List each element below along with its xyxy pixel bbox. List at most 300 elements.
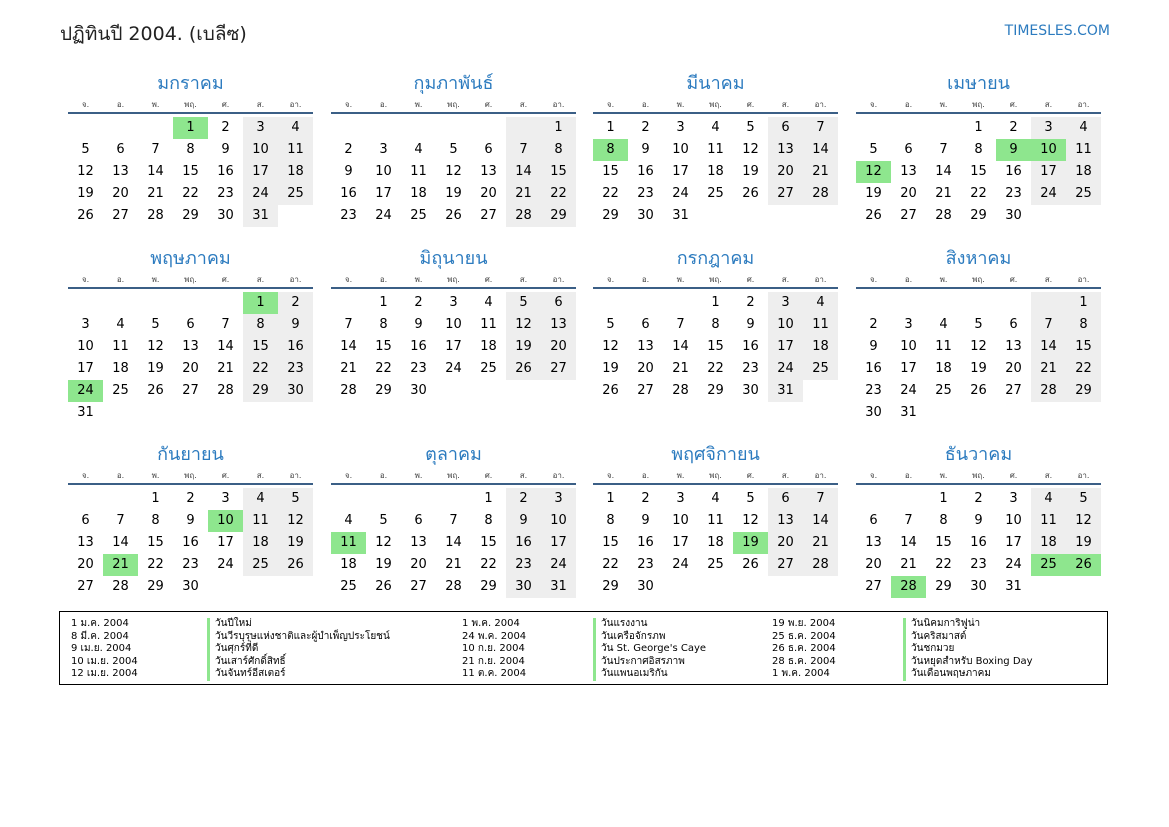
- empty-cell: [208, 292, 243, 314]
- day-cell: 13: [541, 314, 576, 336]
- day-grid: [856, 292, 1101, 424]
- day-cell: 14: [803, 510, 838, 532]
- day-cell: 20: [900, 186, 917, 201]
- day-cell: 20: [768, 532, 803, 554]
- empty-cell: [68, 292, 103, 314]
- day-grid: [593, 488, 838, 598]
- holiday-day: 1: [173, 117, 208, 139]
- day-cell: 21: [803, 532, 838, 554]
- month-calendar: [856, 246, 1101, 424]
- day-cell: 1: [1066, 292, 1101, 314]
- empty-cell: [996, 402, 1031, 424]
- holiday-date: 1 ม.ค. 2004: [71, 618, 129, 629]
- page-title: ปฏิทินปี 2004. (เบลีซ): [60, 23, 247, 45]
- empty-cell: [506, 117, 541, 139]
- empty-cell: [1031, 576, 1066, 598]
- empty-cell: [663, 576, 698, 598]
- month-calendar: [68, 71, 313, 227]
- weekday-label: อ.: [116, 274, 125, 284]
- weekday-label: อา.: [552, 274, 565, 284]
- holiday-name: วันแพนอเมริกัน: [593, 668, 706, 681]
- day-cell: 7: [344, 317, 353, 332]
- weekday-label: จ.: [344, 274, 353, 284]
- empty-cell: [138, 402, 173, 424]
- day-cell: 5: [81, 142, 90, 157]
- weekday-label: พ.: [151, 99, 160, 109]
- weekday-label: อา.: [814, 470, 827, 480]
- day-cell: 15: [935, 535, 952, 550]
- empty-cell: [996, 292, 1031, 314]
- day-cell: 28: [340, 383, 357, 398]
- day-cell: 29: [182, 208, 199, 223]
- month-calendar: [593, 71, 838, 227]
- day-cell: 18: [935, 361, 952, 376]
- empty-cell: [891, 488, 926, 510]
- day-cell: 29: [541, 205, 576, 227]
- day-cell: 21: [217, 361, 234, 376]
- weekday-label: อา.: [1077, 274, 1090, 284]
- day-cell: 10: [672, 513, 689, 528]
- day-cell: 1: [606, 491, 615, 506]
- day-cell: 27: [637, 383, 654, 398]
- weekday-label: จ.: [81, 274, 90, 284]
- empty-cell: [103, 488, 138, 510]
- holiday-date: 11 ต.ค. 2004: [462, 668, 527, 680]
- day-cell: 2: [641, 491, 650, 506]
- day-cell: 6: [186, 317, 195, 332]
- day-cell: 16: [278, 336, 313, 358]
- day-cell: 7: [676, 317, 685, 332]
- day-cell: 23: [340, 208, 357, 223]
- day-cell: 26: [742, 186, 759, 201]
- holiday-name: วันจันทร์อีสเตอร์: [207, 668, 390, 681]
- day-cell: 5: [1066, 488, 1101, 510]
- holiday-name: วันแรงงาน: [593, 618, 706, 631]
- day-cell: 22: [935, 557, 952, 572]
- empty-cell: [243, 576, 278, 598]
- day-cell: 16: [637, 164, 654, 179]
- day-cell: 13: [112, 164, 129, 179]
- empty-cell: [208, 402, 243, 424]
- holiday-date: 9 เม.ย. 2004: [71, 643, 132, 655]
- day-cell: 3: [379, 142, 388, 157]
- empty-cell: [138, 117, 173, 139]
- month-calendar: [593, 246, 838, 402]
- day-cell: 4: [1031, 488, 1066, 510]
- weekday-label: อ.: [641, 470, 650, 480]
- month-name: กันยายน: [157, 444, 224, 465]
- day-cell: 23: [217, 186, 234, 201]
- empty-cell: [68, 117, 103, 139]
- holiday-names-column: [903, 618, 1033, 681]
- day-cell: 2: [221, 120, 230, 135]
- day-cell: 23: [1005, 186, 1022, 201]
- day-cell: 25: [935, 383, 952, 398]
- weekday-label: อ.: [116, 99, 125, 109]
- holiday-name: วันหยุดสำหรับ Boxing Day: [903, 656, 1033, 669]
- day-cell: 5: [746, 120, 755, 135]
- day-cell: 30: [742, 383, 759, 398]
- empty-cell: [698, 205, 733, 227]
- weekday-label: ศ.: [221, 470, 230, 480]
- day-cell: 6: [81, 513, 90, 528]
- day-cell: 21: [506, 183, 541, 205]
- day-cell: 6: [414, 513, 423, 528]
- day-cell: 3: [768, 292, 803, 314]
- weekday-label: พฤ.: [972, 274, 985, 284]
- weekday-label: จ.: [869, 470, 878, 480]
- day-cell: 28: [445, 579, 462, 594]
- holiday-list: [59, 611, 1108, 685]
- day-cell: 25: [480, 361, 497, 376]
- weekday-label: พฤ.: [447, 470, 460, 480]
- day-cell: 11: [707, 142, 724, 157]
- weekday-label: จ.: [606, 274, 615, 284]
- weekday-label: ศ.: [484, 99, 493, 109]
- day-cell: 22: [970, 186, 987, 201]
- empty-cell: [278, 402, 313, 424]
- month-calendar: [856, 71, 1101, 227]
- day-cell: 15: [707, 339, 724, 354]
- day-cell: 10: [243, 139, 278, 161]
- weekday-label: อ.: [904, 470, 913, 480]
- day-cell: 17: [217, 535, 234, 550]
- day-cell: 18: [278, 161, 313, 183]
- day-cell: 30: [970, 579, 987, 594]
- day-cell: 1: [541, 117, 576, 139]
- month-name: พฤศจิกายน: [671, 444, 760, 465]
- day-cell: 4: [939, 317, 948, 332]
- day-cell: 25: [112, 383, 129, 398]
- day-cell: 28: [147, 208, 164, 223]
- weekday-label: ศ.: [1009, 99, 1018, 109]
- weekday-label: พ.: [414, 470, 423, 480]
- day-cell: 25: [410, 208, 427, 223]
- day-cell: 23: [637, 557, 654, 572]
- day-cell: 8: [151, 513, 160, 528]
- day-cell: 29: [602, 579, 619, 594]
- day-cell: 7: [803, 117, 838, 139]
- day-cell: 4: [243, 488, 278, 510]
- weekday-label: พฤ.: [184, 99, 197, 109]
- day-cell: 24: [900, 383, 917, 398]
- holiday-name: วันปีใหม่: [207, 618, 390, 631]
- weekday-label: ส.: [256, 470, 265, 480]
- day-cell: 21: [340, 361, 357, 376]
- empty-cell: [1031, 205, 1066, 227]
- day-cell: 29: [375, 383, 392, 398]
- day-cell: 9: [186, 513, 195, 528]
- empty-cell: [856, 292, 891, 314]
- day-cell: 9: [506, 510, 541, 532]
- day-cell: 10: [375, 164, 392, 179]
- holiday-dates-column: [772, 618, 836, 681]
- day-cell: 2: [344, 142, 353, 157]
- day-cell: 4: [278, 117, 313, 139]
- day-cell: 15: [602, 535, 619, 550]
- month-name: มกราคม: [157, 73, 224, 94]
- weekday-label: พ.: [414, 99, 423, 109]
- empty-cell: [856, 488, 891, 510]
- month-calendar: [331, 246, 576, 402]
- empty-cell: [1066, 205, 1101, 227]
- day-cell: 18: [410, 186, 427, 201]
- day-cell: 11: [803, 314, 838, 336]
- holiday-day: 19: [733, 532, 768, 554]
- day-cell: 23: [742, 361, 759, 376]
- day-cell: 8: [379, 317, 388, 332]
- day-cell: 27: [410, 579, 427, 594]
- day-cell: 10: [445, 317, 462, 332]
- weekday-header: [856, 272, 1101, 289]
- day-cell: 6: [768, 117, 803, 139]
- weekday-label: ส.: [781, 470, 790, 480]
- weekday-header: [331, 272, 576, 289]
- empty-cell: [208, 576, 243, 598]
- weekday-header: [593, 97, 838, 114]
- day-cell: 11: [278, 139, 313, 161]
- day-cell: 5: [278, 488, 313, 510]
- day-cell: 11: [243, 510, 278, 532]
- weekday-label: อ.: [379, 274, 388, 284]
- day-cell: 22: [147, 557, 164, 572]
- empty-cell: [68, 488, 103, 510]
- day-cell: 26: [506, 358, 541, 380]
- month-calendar: [593, 442, 838, 598]
- day-cell: 17: [900, 361, 917, 376]
- day-cell: 9: [974, 513, 983, 528]
- day-cell: 24: [541, 554, 576, 576]
- weekday-label: อา.: [1077, 99, 1090, 109]
- empty-cell: [103, 402, 138, 424]
- weekday-header: [856, 468, 1101, 485]
- day-cell: 24: [217, 557, 234, 572]
- day-cell: 13: [1005, 339, 1022, 354]
- weekday-label: พฤ.: [709, 274, 722, 284]
- day-cell: 13: [900, 164, 917, 179]
- day-cell: 8: [541, 139, 576, 161]
- day-cell: 11: [480, 317, 497, 332]
- day-cell: 11: [1031, 510, 1066, 532]
- day-cell: 10: [541, 510, 576, 532]
- weekday-label: จ.: [344, 99, 353, 109]
- day-cell: 15: [375, 339, 392, 354]
- day-cell: 14: [1031, 336, 1066, 358]
- month-calendar: [856, 442, 1101, 598]
- holiday-day: 1: [243, 292, 278, 314]
- day-cell: 4: [711, 120, 720, 135]
- day-cell: 19: [147, 361, 164, 376]
- day-cell: 20: [112, 186, 129, 201]
- day-cell: 5: [379, 513, 388, 528]
- day-cell: 6: [641, 317, 650, 332]
- weekday-label: พฤ.: [184, 274, 197, 284]
- weekday-header: [856, 97, 1101, 114]
- holiday-date: 1 พ.ค. 2004: [462, 618, 520, 629]
- day-cell: 17: [243, 161, 278, 183]
- weekday-label: ส.: [519, 99, 528, 109]
- day-grid: [856, 117, 1101, 227]
- weekday-label: พ.: [939, 99, 948, 109]
- empty-cell: [436, 380, 471, 402]
- empty-cell: [401, 488, 436, 510]
- day-cell: 9: [414, 317, 423, 332]
- day-cell: 7: [151, 142, 160, 157]
- day-cell: 8: [711, 317, 720, 332]
- holiday-name: วันเสาร์ศักดิ์สิทธิ์: [207, 656, 390, 669]
- day-cell: 7: [116, 513, 125, 528]
- empty-cell: [138, 292, 173, 314]
- day-cell: 7: [939, 142, 948, 157]
- day-cell: 20: [865, 557, 882, 572]
- day-cell: 12: [506, 314, 541, 336]
- day-cell: 22: [480, 557, 497, 572]
- day-cell: 15: [182, 164, 199, 179]
- day-cell: 27: [865, 579, 882, 594]
- day-cell: 28: [1031, 380, 1066, 402]
- empty-cell: [366, 488, 401, 510]
- holiday-name: วันชกมวย: [903, 643, 1033, 656]
- day-cell: 12: [147, 339, 164, 354]
- empty-cell: [961, 292, 996, 314]
- day-cell: 24: [243, 183, 278, 205]
- day-cell: 19: [278, 532, 313, 554]
- empty-cell: [103, 292, 138, 314]
- holiday-date: 8 มี.ค. 2004: [71, 630, 129, 642]
- holiday-name: วัน St. George's Caye: [593, 643, 706, 656]
- day-cell: 1: [379, 295, 388, 310]
- day-cell: 26: [865, 208, 882, 223]
- holiday-day: 12: [856, 161, 891, 183]
- empty-cell: [173, 402, 208, 424]
- day-cell: 26: [970, 383, 987, 398]
- day-cell: 14: [147, 164, 164, 179]
- weekday-label: อ.: [904, 274, 913, 284]
- day-cell: 23: [506, 554, 541, 576]
- empty-cell: [366, 117, 401, 139]
- day-cell: 30: [637, 208, 654, 223]
- empty-cell: [1031, 402, 1066, 424]
- day-cell: 13: [182, 339, 199, 354]
- day-cell: 26: [602, 383, 619, 398]
- day-cell: 19: [1066, 532, 1101, 554]
- day-cell: 16: [410, 339, 427, 354]
- day-cell: 21: [900, 557, 917, 572]
- weekday-label: ส.: [781, 99, 790, 109]
- day-cell: 13: [480, 164, 497, 179]
- brand-link[interactable]: TIMESLES.COM: [1004, 23, 1110, 39]
- day-cell: 14: [803, 139, 838, 161]
- day-cell: 28: [112, 579, 129, 594]
- day-cell: 23: [182, 557, 199, 572]
- day-cell: 31: [77, 405, 94, 420]
- weekday-label: อ.: [904, 99, 913, 109]
- day-cell: 24: [768, 358, 803, 380]
- day-cell: 18: [1031, 532, 1066, 554]
- weekday-label: ศ.: [746, 274, 755, 284]
- empty-cell: [856, 117, 891, 139]
- day-cell: 24: [672, 186, 689, 201]
- holiday-date: 12 เม.ย. 2004: [71, 668, 138, 680]
- day-cell: 20: [541, 336, 576, 358]
- day-cell: 1: [484, 491, 493, 506]
- day-cell: 14: [935, 164, 952, 179]
- day-cell: 13: [865, 535, 882, 550]
- holiday-date: 28 ธ.ค. 2004: [772, 655, 836, 667]
- empty-cell: [243, 402, 278, 424]
- day-cell: 4: [414, 142, 423, 157]
- holiday-date: 19 พ.ย. 2004: [772, 618, 836, 629]
- day-cell: 4: [344, 513, 353, 528]
- day-cell: 8: [1066, 314, 1101, 336]
- weekday-header: [68, 468, 313, 485]
- day-cell: 12: [375, 535, 392, 550]
- month-name: เมษายน: [947, 73, 1010, 94]
- day-cell: 17: [1005, 535, 1022, 550]
- day-grid: [593, 117, 838, 227]
- day-cell: 25: [707, 557, 724, 572]
- holiday-date: 26 ธ.ค. 2004: [772, 643, 836, 655]
- day-cell: 2: [414, 295, 423, 310]
- day-cell: 18: [1066, 161, 1101, 183]
- empty-cell: [541, 380, 576, 402]
- day-cell: 20: [410, 557, 427, 572]
- day-cell: 18: [803, 336, 838, 358]
- day-cell: 16: [742, 339, 759, 354]
- day-cell: 27: [77, 579, 94, 594]
- month-name: สิงหาคม: [945, 248, 1012, 269]
- day-cell: 7: [221, 317, 230, 332]
- day-cell: 30: [182, 579, 199, 594]
- weekday-label: ศ.: [1009, 470, 1018, 480]
- day-cell: 4: [116, 317, 125, 332]
- day-cell: 30: [637, 579, 654, 594]
- day-cell: 18: [243, 532, 278, 554]
- holiday-day: 21: [103, 554, 138, 576]
- day-cell: 27: [1005, 383, 1022, 398]
- day-cell: 25: [340, 579, 357, 594]
- day-cell: 24: [445, 361, 462, 376]
- weekday-header: [593, 272, 838, 289]
- day-cell: 30: [865, 405, 882, 420]
- weekday-label: ส.: [256, 274, 265, 284]
- empty-cell: [803, 205, 838, 227]
- day-cell: 15: [541, 161, 576, 183]
- weekday-label: จ.: [606, 99, 615, 109]
- weekday-header: [68, 272, 313, 289]
- weekday-label: อ.: [641, 99, 650, 109]
- empty-cell: [768, 205, 803, 227]
- empty-cell: [926, 292, 961, 314]
- day-cell: 19: [445, 186, 462, 201]
- day-cell: 25: [278, 183, 313, 205]
- day-cell: 24: [1005, 557, 1022, 572]
- day-cell: 11: [935, 339, 952, 354]
- day-cell: 19: [375, 557, 392, 572]
- day-cell: 1: [606, 120, 615, 135]
- empty-cell: [926, 402, 961, 424]
- day-cell: 16: [637, 535, 654, 550]
- day-cell: 18: [707, 164, 724, 179]
- day-cell: 21: [1031, 358, 1066, 380]
- holiday-day: 8: [593, 139, 628, 161]
- day-cell: 12: [77, 164, 94, 179]
- day-cell: 22: [602, 186, 619, 201]
- day-cell: 2: [641, 120, 650, 135]
- weekday-label: ศ.: [484, 470, 493, 480]
- empty-cell: [1066, 402, 1101, 424]
- day-cell: 15: [480, 535, 497, 550]
